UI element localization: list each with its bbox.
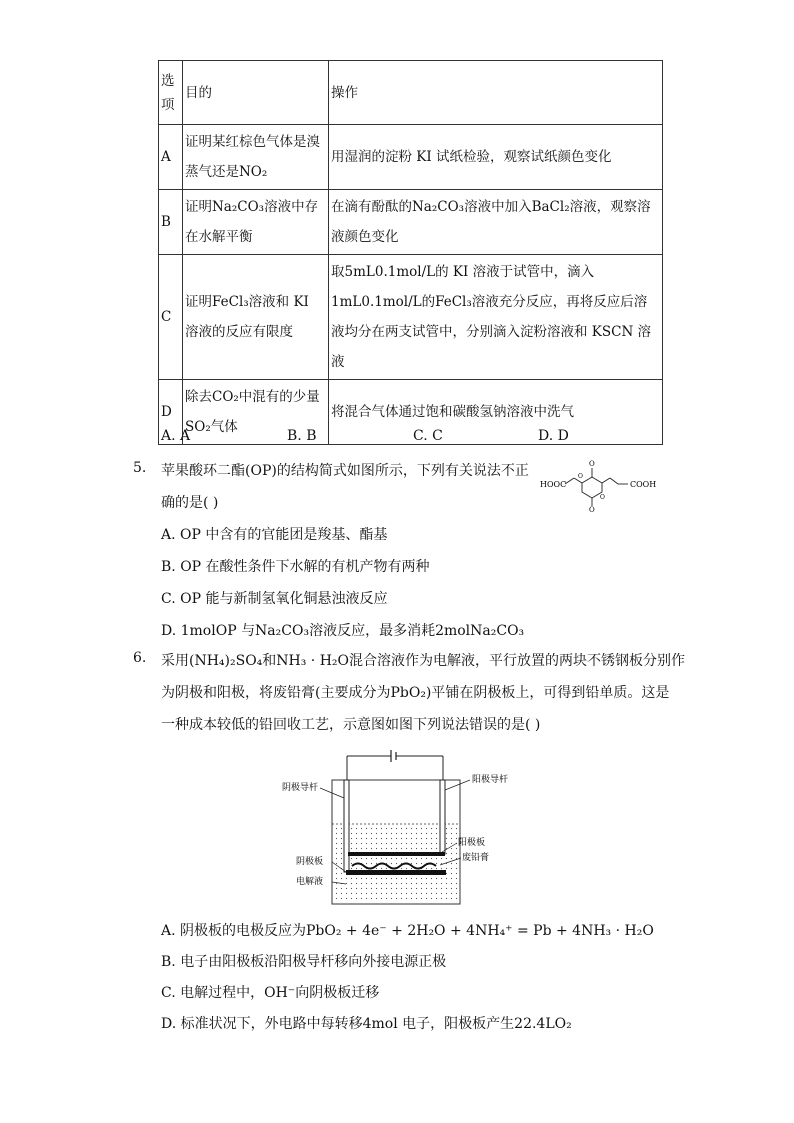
svg-text:O: O <box>600 494 605 501</box>
q6-option-d[interactable]: D. 标准状况下，外电路中每转移4mol 电子，阳极板产生22.4LO₂ <box>161 1016 572 1032</box>
q5-option-c[interactable]: C. OP 能与新制氢氧化铜悬浊液反应 <box>161 591 388 607</box>
q5-option-a[interactable]: A. OP 中含有的官能团是羧基、酯基 <box>161 527 388 543</box>
q4-option-d[interactable]: D. D <box>538 428 569 444</box>
op-structure-diagram <box>538 456 668 512</box>
row-operation: 用湿润的淀粉 KI 试纸检验，观察试纸颜色变化 <box>329 125 663 190</box>
label-anode-plate: 阳极板 <box>458 838 486 848</box>
q4-options <box>161 428 681 450</box>
experiment-table <box>158 60 663 445</box>
electrolysis-diagram <box>280 742 520 912</box>
q5-stem-line2: 确的是( ) <box>161 495 219 511</box>
label-waste-paste: 废铅膏 <box>462 853 490 863</box>
row-purpose: 除去CO₂中混有的少量SO₂气体 <box>183 380 329 445</box>
table-header-row <box>159 61 663 125</box>
q6-number: 6. <box>133 650 147 666</box>
row-option: C <box>159 255 183 380</box>
row-operation: 取5mL0.1mol/L的 KI 溶液于试管中，滴入1mL0.1mol/L的FeCl₃溶液充分反应，再将反应后溶液均分在两支试管中，分别滴入淀粉溶液和 KSCN 溶液 <box>329 255 663 380</box>
q4-option-a[interactable]: A. A <box>161 428 191 444</box>
q6-option-b[interactable]: B. 电子由阳极板沿阳极导杆移向外接电源正极 <box>161 954 447 970</box>
row-operation: 将混合气体通过饱和碳酸氢钠溶液中洗气 <box>329 380 663 445</box>
q5-option-b[interactable]: B. OP 在酸性条件下水解的有机产物有两种 <box>161 559 430 575</box>
label-anode-rod: 阳极导杆 <box>472 775 509 785</box>
table-row <box>159 255 663 380</box>
row-purpose: 证明FeCl₃溶液和 KI 溶液的反应有限度 <box>183 255 329 380</box>
header-option: 选项 <box>159 61 183 125</box>
row-option: A <box>159 125 183 190</box>
q6-stem-line2: 为阴极和阳极，将废铅膏(主要成分为PbO₂)平铺在阴极板上，可得到铅单质。这是 <box>161 685 670 701</box>
svg-text:O: O <box>578 473 583 480</box>
row-purpose: 证明Na₂CO₃溶液中存在水解平衡 <box>183 190 329 255</box>
q5-number: 5. <box>133 460 147 476</box>
q4-option-c[interactable]: C. C <box>413 428 443 444</box>
svg-text:O: O <box>589 506 595 512</box>
label-cathode-rod: 阴极导杆 <box>282 783 319 793</box>
svg-text:O: O <box>589 460 595 468</box>
row-option: D <box>159 380 183 445</box>
q5-stem-line1: 苹果酸环二酯(OP)的结构简式如图所示，下列有关说法不正 <box>161 463 529 479</box>
table-row <box>159 125 663 190</box>
header-operation: 操作 <box>329 61 663 125</box>
q6-stem-line3: 一种成本较低的铅回收工艺，示意图如图下列说法错误的是( ) <box>161 717 541 733</box>
q4-option-b[interactable]: B. B <box>287 428 317 444</box>
row-option: B <box>159 190 183 255</box>
table-row <box>159 190 663 255</box>
hooc-label: HOOC <box>540 480 567 489</box>
label-cathode-plate: 阴极板 <box>296 857 324 867</box>
q5-option-d[interactable]: D. 1molOP 与Na₂CO₃溶液反应，最多消耗2molNa₂CO₃ <box>161 623 525 639</box>
label-electrolyte: 电解液 <box>296 877 324 887</box>
q6-stem-line1: 采用(NH₄)₂SO₄和NH₃ · H₂O混合溶液作为电解液，平行放置的两块不锈钢板分别作 <box>161 653 686 669</box>
row-operation: 在滴有酚酞的Na₂CO₃溶液中加入BaCl₂溶液，观察溶液颜色变化 <box>329 190 663 255</box>
cooh-label: COOH <box>630 480 657 489</box>
header-purpose: 目的 <box>183 61 329 125</box>
row-purpose: 证明某红棕色气体是溴蒸气还是NO₂ <box>183 125 329 190</box>
q6-option-a[interactable]: A. 阴极板的电极反应为PbO₂ + 4e⁻ + 2H₂O + 4NH₄⁺ = Pb + 4NH₃ · H₂O <box>161 923 654 939</box>
q6-option-c[interactable]: C. 电解过程中，OH⁻向阴极板迁移 <box>161 985 380 1001</box>
